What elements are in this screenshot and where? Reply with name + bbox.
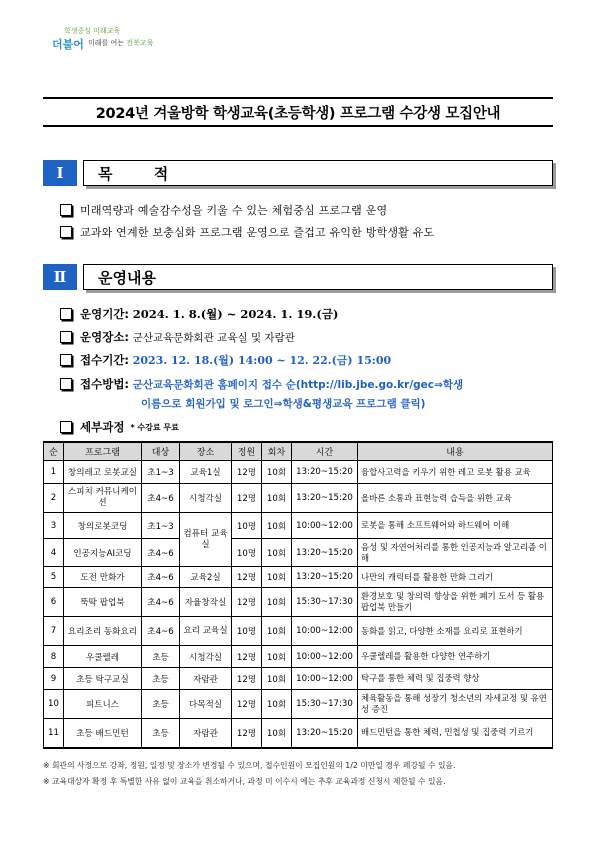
section-title: 목 적 [83, 160, 553, 186]
logo-slogan: 학생중심 미래교육 [64, 27, 121, 35]
table-header-row [44, 442, 553, 461]
header-capacity: 정원 [232, 442, 262, 461]
table-row: 10 피트니스 초등 다목적실 12명 10회 15:30~17:30 체육활동을 통해 성장기 청소년의 자세교정 및 유연성 증진 [44, 690, 553, 719]
table-row: 2 스피치 커뮤니케이션 초4~6 시청각실 12명 10회 13:20~15:20 올바른 소통과 표현능력 습득을 위한 교육 [44, 484, 553, 513]
application-method: 접수방법: 군산교육문화회관 홈페이지 접수 순(http://lib.jbe.go.kr/gec⇒학생 [60, 376, 463, 392]
operation-place: 운영장소: 군산교육문화회관 교육실 및 자람관 [60, 329, 295, 345]
footnote: ※ 회관의 사정으로 강좌, 정원, 일정 및 장소가 변경될 수 있으며, 접수인원이 모집인원의 1/2 미만일 경우 폐강될 수 있음. [43, 761, 456, 770]
table-row: 8 우쿨렐레 초등 시청각실 12명 10회 10:00~12:00 우쿨렐레를 활용한 다양한 연주하기 [44, 646, 553, 668]
checkbox-bullet-icon [60, 204, 72, 216]
header-no: 순 [44, 442, 64, 461]
section-purpose-header [43, 160, 553, 186]
table-row: 7 요리조리 동화요리 초4~6 요리 교육실 10명 10회 10:00~12:00 동화를 읽고, 다양한 소재를 요리로 표현하기 [44, 617, 553, 646]
table-row: 9 초등 탁구교실 초등 자람관 12명 10회 10:00~12:00 탁구를 통한 체력 및 집중력 향상 [44, 668, 553, 690]
checkbox-bullet-icon [60, 354, 72, 366]
purpose-bullet: 교과와 연계한 보충심화 프로그램 운영으로 즐겁고 유익한 방학생활 유도 [60, 224, 434, 240]
section-operation-header [43, 264, 553, 290]
table-row: 11 초등 배드민턴 초등 자람관 12명 10회 13:20~15:20 배드민턴을 통한 체력, 민첩성 및 집중력 기르기 [44, 719, 553, 748]
header-target: 대상 [142, 442, 180, 461]
table-row: 4 인공지능AI코딩 초4~6 10명 10회 13:20~15:20 음성 및 자연어처리를 통한 인공지능과 알고리즘 이해 [44, 539, 553, 567]
application-method-cont: 이름으로 회원가입 및 로그인⇒학생&평생교육 프로그램 클릭) [141, 398, 426, 410]
table-row: 5 도전 만화가 초4~6 교육2실 12명 10회 13:20~15:20 나만의 캐릭터를 활용한 만화 그리기 [44, 567, 553, 588]
checkbox-bullet-icon [60, 308, 72, 320]
header-sessions: 회차 [262, 442, 292, 461]
purpose-bullet: 미래역량과 예술감수성을 키울 수 있는 체험중심 프로그램 운영 [60, 202, 387, 218]
header-place: 장소 [180, 442, 232, 461]
checkbox-bullet-icon [60, 331, 72, 343]
table-row: 6 뚝딱 팝업북 초4~6 자율창작실 12명 10회 15:30~17:30 환경보호 및 창의력 향상을 위한 폐기 도서 등 활용 팝업북 만들기 [44, 588, 553, 617]
table-row: 3 창의로봇코딩 초1~3 컴퓨터 교육실 10명 10회 10:00~12:00 로봇을 통해 소프트웨어와 하드웨어 이해 [44, 513, 553, 539]
application-period: 접수기간: 2023. 12. 18.(월) 14:00 ~ 12. 22.(금) 15:00 [60, 352, 391, 368]
page-title-text: 2024년 겨울방학 학생교육(초등학생) 프로그램 수강생 모집안내 [95, 105, 501, 122]
checkbox-bullet-icon [60, 226, 72, 238]
section-number: Ⅱ [43, 264, 77, 290]
logo [44, 22, 154, 68]
course-details: 세부과정 * 수강료 무료 [60, 419, 179, 435]
table-row: 1 창의레고 로봇교실 초1~3 교육1실 12명 10회 13:20~15:20 융합사고력을 키우기 위한 레고 로봇 활용 교육 [44, 461, 553, 484]
header-program: 프로그램 [64, 442, 142, 461]
logo-brand: 더불어 [52, 38, 84, 51]
checkbox-bullet-icon [60, 421, 72, 433]
page-title [43, 97, 553, 127]
section-title: 운영내용 [83, 264, 553, 290]
checkbox-bullet-icon [60, 378, 72, 390]
header-time: 시간 [292, 442, 358, 461]
program-table [43, 441, 553, 749]
header-content: 내용 [358, 442, 553, 461]
logo-subtext: 미래를 여는 전북교육 [88, 39, 154, 47]
operation-period: 운영기간: 2024. 1. 8.(월) ~ 2024. 1. 19.(금) [60, 306, 338, 322]
footnote: ※ 교육대상자 확정 후 특별한 사유 없이 교육을 취소하거나, 과정 미 이수시 에는 추후 교육과정 신청시 제한될 수 있음. [43, 777, 446, 786]
section-number: Ⅰ [43, 160, 77, 186]
